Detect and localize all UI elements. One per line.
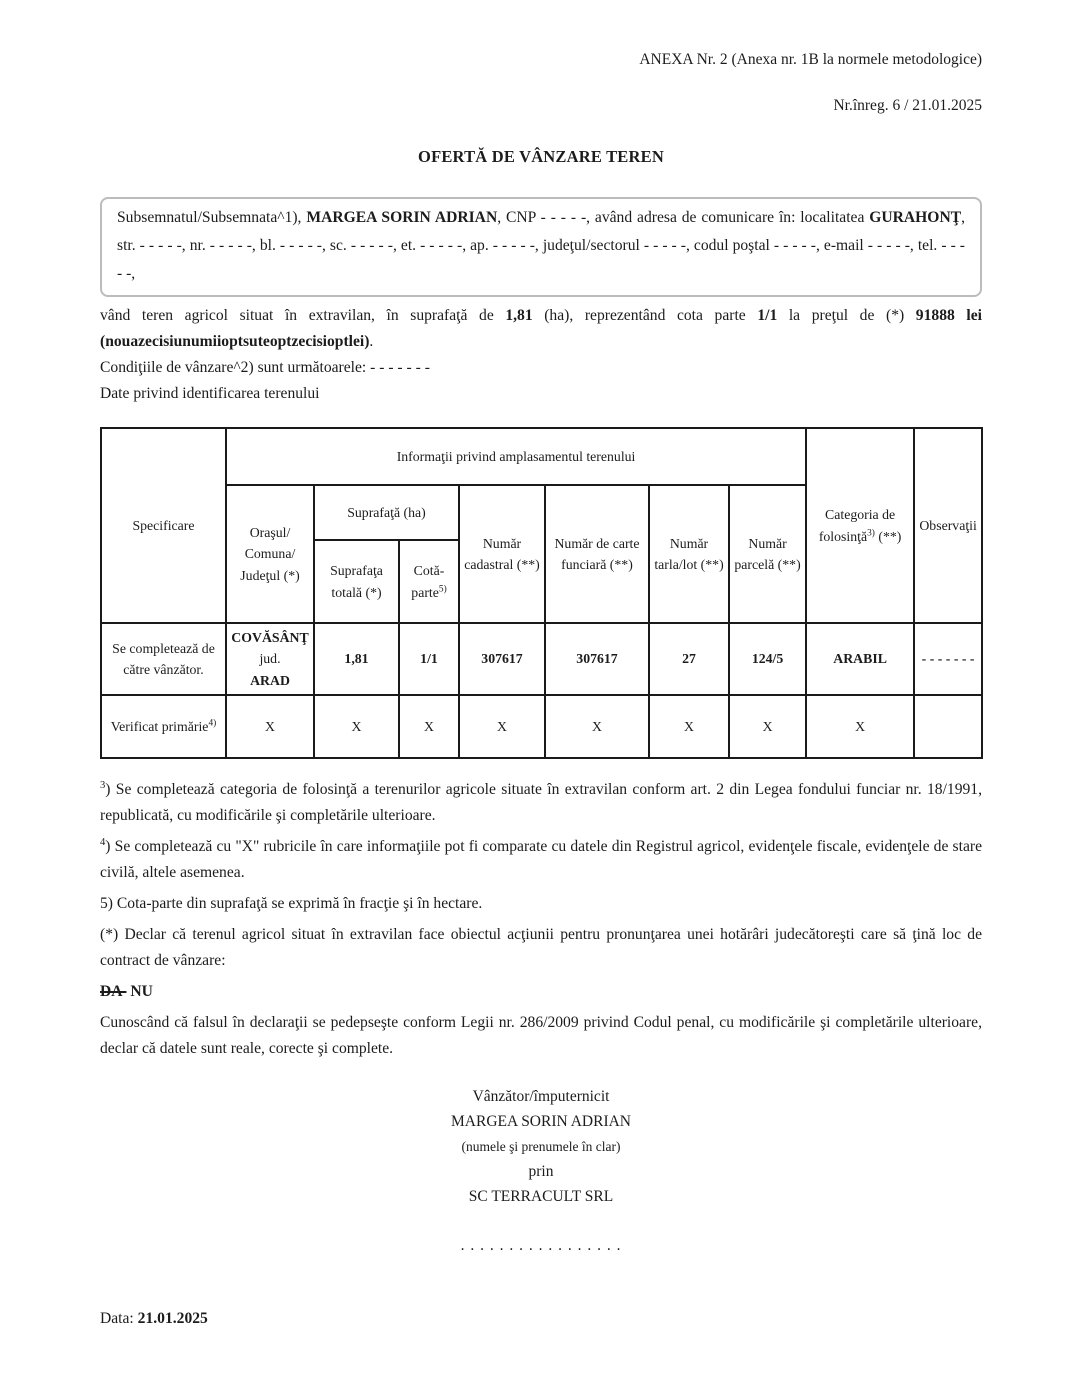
header-categoria-folosinta: Categoria de folosinţă$^{3)}$ (**) bbox=[806, 428, 914, 623]
verificat-mark: X bbox=[399, 695, 459, 758]
seller-parcela-cell: 124/5 bbox=[729, 623, 806, 695]
date-label: Data: bbox=[100, 1310, 138, 1328]
verificat-mark: X bbox=[226, 695, 314, 758]
header-numar-tarla-lot: Număr tarla/lot (**) bbox=[649, 485, 729, 623]
date-value: 21.01.2025 bbox=[137, 1310, 208, 1328]
verificat-mark: X bbox=[314, 695, 399, 758]
seller-cota-cell: 1/1 bbox=[399, 623, 459, 695]
page-title: OFERTĂ DE VÂNZARE TEREN bbox=[418, 147, 664, 166]
land-identification-table bbox=[100, 427, 983, 759]
annex-note: ANEXA Nr. 2 (Anexa nr. 1B la normele metodologice) bbox=[639, 51, 982, 68]
verificat-observatii-cell bbox=[914, 695, 982, 758]
penalty-paragraph: Cunoscând că falsul în declaraţii se pedepseşte conform Legii nr. 286/2009 privind Codul penal, cu modificările şi completările ulterioare, declar că datele sunt reale, corecte şi complete. bbox=[100, 1014, 982, 1058]
signature-company: SC TERRACULT SRL bbox=[468, 1188, 614, 1206]
header-numar-cadastral: Număr cadastral (**) bbox=[459, 485, 545, 623]
signature-prin: prin bbox=[528, 1163, 554, 1181]
subscriber-info-box bbox=[100, 197, 982, 297]
seller-suprafata-cell: 1,81 bbox=[314, 623, 399, 695]
seller-carte-funciara-cell: 307617 bbox=[545, 623, 649, 695]
header-numar-parcela: Număr parcelă (**) bbox=[729, 485, 806, 623]
signature-name: MARGEA SORIN ADRIAN bbox=[451, 1113, 631, 1131]
verificat-mark: X bbox=[806, 695, 914, 758]
footnotes-section bbox=[100, 777, 982, 1062]
sale-terms-paragraph: vând teren agricol situat în extravilan, în suprafaţă de 1,81 (ha), reprezentând cota parte 1/1 la preţul de (*) 91888 lei (nouazecisiunumiioptsuteoptzecisioptlei). bbox=[100, 307, 982, 350]
verificat-row-label: Verificat primărie$^{4)}$ bbox=[101, 695, 226, 758]
document-date-line bbox=[100, 1310, 982, 1328]
seller-categoria-cell: ARABIL bbox=[806, 623, 914, 695]
da-nu-choice: DA NU bbox=[100, 983, 153, 1001]
seller-tarla-cell: 27 bbox=[649, 623, 729, 695]
seller-location-cell: COVĂSÂNŢ jud. ARAD bbox=[226, 623, 314, 695]
header-cota-parte: Cotă-parte$^{5)}$ bbox=[399, 540, 459, 623]
footnote-5: 5) Cota-parte din suprafaţă se exprimă în fracţie şi în hectare. bbox=[100, 895, 483, 913]
header-specificare: Specificare bbox=[101, 428, 226, 623]
seller-cadastral-cell: 307617 bbox=[459, 623, 545, 695]
seller-observatii-cell: - - - - - - - bbox=[914, 623, 982, 695]
seller-row-label: Se completează de către vânzător. bbox=[101, 623, 226, 695]
header-info-amplasament: Informaţii privind amplasamentul terenului bbox=[226, 428, 806, 485]
signature-clarification: (numele şi prenumele în clar) bbox=[461, 1139, 621, 1155]
signature-block bbox=[100, 1084, 982, 1258]
header-suprafata-ha: Suprafaţă (ha) bbox=[314, 485, 459, 540]
verificat-mark: X bbox=[729, 695, 806, 758]
footnote-3: $^3$) Se completează categoria de folosinţă a terenurilor agricole situate în extravilan conform art. 2 din Legea fondului funciar nr. 18/1991, republicată, cu modificările şi completările ulterioare. bbox=[100, 779, 982, 825]
footnote-4: $^4$) Se completează cu "X" rubricile în care informaţiile pot fi comparate cu datele din Registrul agricol, evidenţele fiscale, evidenţele de stare civilă, altele asemenea. bbox=[100, 836, 982, 882]
header-oras-comuna-judet: Oraşul/ Comuna/ Judeţul (*) bbox=[226, 485, 314, 623]
verificat-mark: X bbox=[459, 695, 545, 758]
verificat-mark: X bbox=[649, 695, 729, 758]
declaration-intro: (*) Declar că terenul agricol situat în extravilan face obiectul acţiunii pentru pronunţarea unei hotărâri judecătoreşti care să ţină loc de contract de vânzare: bbox=[100, 926, 982, 970]
verificat-mark: X bbox=[545, 695, 649, 758]
land-identification-heading: Date privind identificarea terenului bbox=[100, 385, 320, 402]
signature-dotted-line: . . . . . . . . . . . . . . . . . bbox=[460, 1237, 622, 1255]
header-suprafata-totala: Suprafaţa totală (*) bbox=[314, 540, 399, 623]
subscriber-paragraph: Subsemnatul/Subsemnata^1), MARGEA SORIN ADRIAN, CNP - - - - -, având adresa de comunicare în: localitatea GURAHONŢ, str. - - - - -, nr. - - - - -, bl. - - - - -, sc. - - - - -, et. - - - - -, ap. - - - - -, judeţul/sectorul - - - - -, codul poştal - - - - -, e-mail - - - - -, tel. - - - - -, bbox=[117, 209, 966, 282]
sale-conditions-line: Condiţiile de vânzare^2) sunt următoarele: - - - - - - - bbox=[100, 359, 430, 376]
signature-role: Vânzător/împuternicit bbox=[472, 1088, 610, 1106]
header-observatii: Observaţii bbox=[914, 428, 982, 623]
header-numar-carte-funciara: Număr de carte funciară (**) bbox=[545, 485, 649, 623]
registration-number: Nr.înreg. 6 / 21.01.2025 bbox=[833, 97, 982, 114]
